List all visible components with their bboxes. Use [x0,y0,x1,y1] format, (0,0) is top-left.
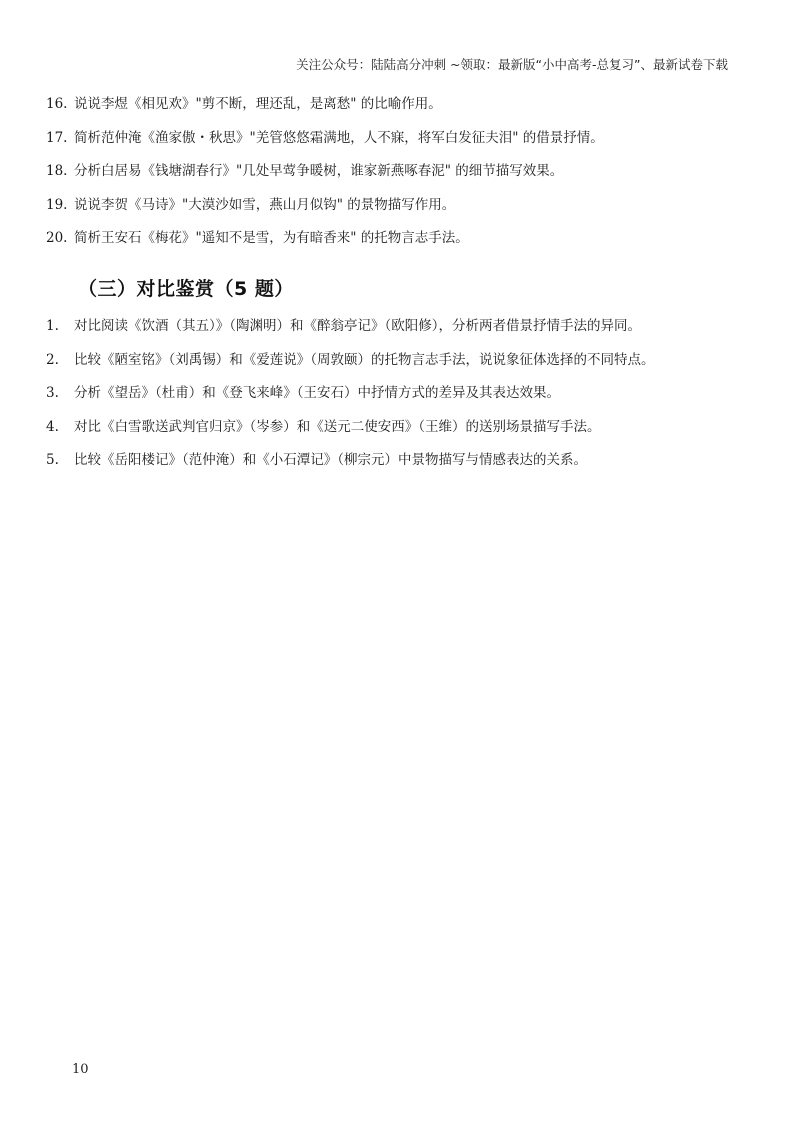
item-text: 说说李贺《马诗》"大漠沙如雪，燕山月似钩" 的景物描写作用。 [74,196,456,213]
item-number: 19. [46,196,68,213]
item-number: 20. [46,230,68,246]
list-item [46,195,760,229]
list-item [46,417,760,451]
item-number: 18. [46,163,68,179]
item-text: 比较《陋室铭》（刘禹锡）和《爱莲说》（周敦颐）的托物言志手法，说说象征体选择的不同特点。 [74,351,655,368]
page-header: 关注公众号：陆陆高分冲刺 ~领取：最新版“小中高考-总复习”、最新试卷下载 [296,57,728,72]
item-number: 3. [46,385,59,401]
item-text: 比较《岳阳楼记》（范仲淹）和《小石潭记》（柳宗元）中景物描写与情感表达的关系。 [74,452,587,468]
page-number: 10 [72,1062,89,1077]
list-item [46,161,760,195]
list-item [46,383,760,417]
item-number: 4. [46,418,59,435]
item-text: 简析范仲淹《渔家傲・秋思》"羌管悠悠霜满地，人不寐，将军白发征夫泪" 的借景抒情。 [74,129,604,146]
item-number: 1. [46,318,59,334]
list-item [46,450,760,484]
item-text: 分析《望岳》（杜甫）和《登飞来峰》（王安石）中抒情方式的差异及其表达效果。 [74,385,560,401]
question-list-part2 [46,94,760,262]
section-title: （三）对比鉴赏（5 题） [78,278,294,300]
item-text: 对比《白雪歌送武判官归京》（岑参）和《送元二使安西》（王维）的送别场景描写手法。 [74,418,601,435]
item-number: 16. [46,96,68,112]
list-item [46,316,760,350]
item-number: 2. [46,351,59,368]
item-number: 17. [46,129,68,146]
item-text: 分析白居易《钱塘湖春行》"几处早莺争暖树，谁家新燕啄春泥" 的细节描写效果。 [74,163,564,179]
item-text: 说说李煜《相见欢》"剪不断，理还乱，是离愁" 的比喻作用。 [74,96,442,112]
list-item [46,94,760,128]
item-text: 对比阅读《饮酒（其五）》（陶渊明）和《醉翁亭记》（欧阳修），分析两者借景抒情手法的异同。 [74,318,641,334]
question-list-part3 [46,316,760,484]
item-number: 5. [46,452,59,468]
list-item [46,350,760,384]
item-text: 简析王安石《梅花》"遥知不是雪，为有暗香来" 的托物言志手法。 [74,230,469,246]
list-item [46,128,760,162]
list-item [46,228,760,262]
